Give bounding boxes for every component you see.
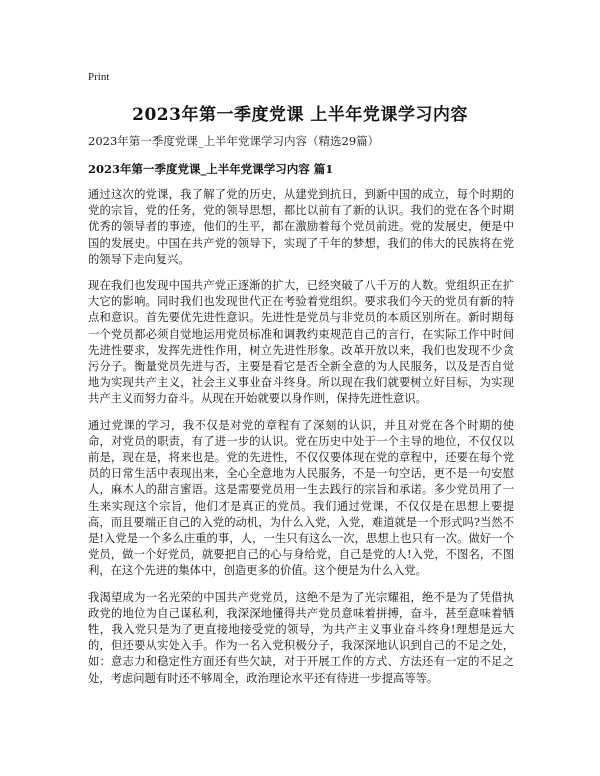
document-subtitle: 2023年第一季度党课_上半年党课学习内容（精选29篇） [88, 134, 380, 148]
document-title: 2023年第一季度党课 上半年党课学习内容 [132, 105, 468, 125]
paragraph-3: 通过党课的学习，我不仅是对党的章程有了深刻的认识，并且对党在各个时期的使命，对党员的职责，有了进一步的认识。党在历史中处于一个主导的地位，不仅仅以前是，现在是，将来也是。党的先进性，不仅仅要体现在党的章程中，还要在每个党员的日常生活中表现出来，全心全意地为人民服务，不是一句空话，更不是一句安慰人，麻木人的甜言蜜语。这是需要党员用一生去践行的宗旨和承诺。多少党员用了一生来实现这个宗旨，他们才是真正的党员。我们通过党课，不仅仅是在思想上要提高，而且要端正自己的入党的动机，为什么入党，入党，难道就是一个形式吗?当然不是!入党是一个多么庄重的事，人，一生只有这么一次，思想上也只有一次。做好一个党员，做一个好党员，就要把自己的心与身给党，自己是党的人!入党，不图名，不图利，在这个先进的集体中，创造更多的价值。这个便是为什么入党。 [88, 418, 514, 578]
paragraph-1: 通过这次的党课，我了解了党的历史，从建党到抗日，到新中国的成立，每个时期的党的宗旨，党的任务，党的领导思想，都比以前有了新的认识。我们的党在各个时期优秀的领导者的事迹，他们的生平，都在激励着每个党员前进。党的发展史，便是中国的发展史。中国在共产党的领导下，实现了千年的梦想，我们的伟大的民族将在党的领导下走向复兴。 [88, 188, 514, 266]
paragraph-4: 我渴望成为一名光荣的中国共产党党员，这绝不是为了光宗耀祖，绝不是为了凭借执政党的地位为自己谋私利，我深深地懂得共产党员意味着拼搏，奋斗，甚至意味着牺牲，我入党只是为了更直接地接受党的领导，为共产主义事业奋斗终身!理想是远大的，但还要从实处入手。作为一名入党积极分子，我深深地认识到自己的不足之处，如：意志力和稳定性方面还有些欠缺，对于开展工作的方式、方法还有一定的不足之处，考虑问题有时还不够周全，政治理论水平还有待进一步提高等等。 [88, 590, 514, 685]
document-body [88, 187, 514, 697]
print-label[interactable]: Print [88, 71, 110, 83]
section-heading: 2023年第一季度党课_上半年党课学习内容 篇1 [88, 162, 334, 176]
paragraph-2: 现在我们也发现中国共产党正逐渐的扩大，已经突破了八千万的人数。党组织正在扩大它的影响。同时我们也发现世代正在考验着党组织。要求我们今天的党员有新的特点和意识。首先要优先进性意识。先进性是党员与非党员的本质区别所在。新时期每一个党员都必须自觉地运用党员标准和调教约束规范自己的言行，在实际工作中时间先进性要求，发挥先进性作用，树立先进性形象。改革开放以来，我们也发现不少贪污分子。衡量党员先进与否，主要是看它是否全新全意的为人民服务，以及是否自觉地为实现共产主义，社会主义事业奋斗终身。所以现在我们就要树立好目标，为实现共产主义而努力奋斗。从现在开始就要以身作则，保持先进性意识。 [88, 279, 514, 406]
